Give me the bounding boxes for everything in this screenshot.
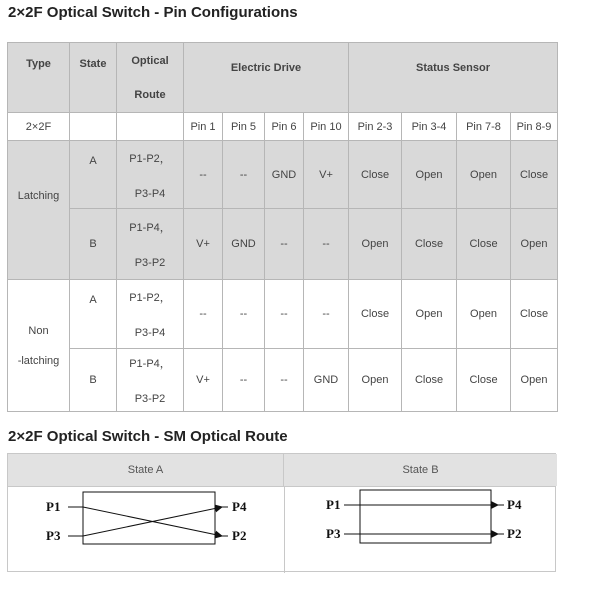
drive-cell: -- (265, 209, 304, 280)
header-electric-drive: Electric Drive (184, 43, 349, 113)
sub-pin: Pin 10 (304, 113, 349, 141)
route-diagram-panel (7, 453, 556, 572)
drive-cell: V+ (304, 141, 349, 209)
switch-box-a (83, 492, 215, 544)
route-title: 2×2F Optical Switch - SM Optical Route (8, 428, 288, 445)
sensor-cell: Close (349, 280, 402, 349)
drive-cell: -- (265, 349, 304, 412)
drive-cell: GND (304, 349, 349, 412)
header-type: Type (8, 43, 70, 113)
sensor-cell: Close (511, 141, 558, 209)
sensor-cell: Open (511, 209, 558, 280)
sub-pin: Pin 2-3 (349, 113, 402, 141)
sensor-cell: Close (511, 280, 558, 349)
sub-pin: Pin 3-4 (402, 113, 457, 141)
sensor-cell: Open (457, 280, 511, 349)
header-state: State (70, 43, 117, 113)
sub-pin: Pin 1 (184, 113, 223, 141)
route-diagrams (8, 487, 557, 573)
table-row (8, 141, 558, 209)
drive-cell: -- (304, 280, 349, 349)
port-label: P1 (46, 499, 61, 514)
drive-cell: -- (265, 280, 304, 349)
header-optical-route: Optical Route (117, 43, 184, 113)
sensor-cell: Open (349, 209, 402, 280)
sub-route (117, 113, 184, 141)
sub-pin: Pin 7-8 (457, 113, 511, 141)
sensor-cell: Open (457, 141, 511, 209)
drive-cell: -- (223, 349, 265, 412)
drive-cell: -- (184, 280, 223, 349)
sensor-cell: Close (457, 209, 511, 280)
sensor-cell: Open (349, 349, 402, 412)
latching-type: Latching (8, 141, 70, 280)
state-a-diagram (46, 492, 247, 544)
state-cell: A (70, 280, 117, 349)
route-cell: P1-P2， P3-P4 (117, 280, 184, 349)
sensor-cell: Close (402, 349, 457, 412)
state-cell: B (70, 209, 117, 280)
port-label: P2 (232, 528, 247, 543)
drive-cell: -- (304, 209, 349, 280)
state-cell: B (70, 349, 117, 412)
route-cell: P1-P4， P3-P2 (117, 209, 184, 280)
sub-state (70, 113, 117, 141)
sensor-cell: Open (402, 141, 457, 209)
sensor-cell: Close (457, 349, 511, 412)
switch-box-b (360, 490, 491, 543)
drive-cell: -- (223, 141, 265, 209)
route-cell: P1-P2， P3-P4 (117, 141, 184, 209)
port-label: P1 (326, 497, 341, 512)
sensor-cell: Open (402, 280, 457, 349)
state-b-header: State B (284, 454, 557, 486)
drive-cell: V+ (184, 349, 223, 412)
sub-pin: Pin 8-9 (511, 113, 558, 141)
sub-pin: Pin 5 (223, 113, 265, 141)
header-status-sensor: Status Sensor (349, 43, 558, 113)
sub-type: 2×2F (8, 113, 70, 141)
table-row (8, 349, 558, 412)
port-label: P3 (46, 528, 61, 543)
table-row (8, 209, 558, 280)
state-cell: A (70, 141, 117, 209)
state-a-header: State A (8, 454, 284, 486)
sub-pin: Pin 6 (265, 113, 304, 141)
pin-config-table (7, 42, 558, 412)
table-row (8, 280, 558, 349)
drive-cell: -- (223, 280, 265, 349)
port-label: P4 (507, 497, 522, 512)
port-label: P4 (232, 499, 247, 514)
drive-cell: V+ (184, 209, 223, 280)
sensor-cell: Close (402, 209, 457, 280)
route-cell: P1-P4， P3-P2 (117, 349, 184, 412)
port-label: P2 (507, 526, 522, 541)
sensor-cell: Close (349, 141, 402, 209)
drive-cell: GND (265, 141, 304, 209)
drive-cell: GND (223, 209, 265, 280)
drive-cell: -- (184, 141, 223, 209)
port-label: P3 (326, 526, 341, 541)
state-b-diagram (326, 490, 522, 543)
nonlatching-type: Non -latching (8, 280, 70, 412)
sensor-cell: Open (511, 349, 558, 412)
pin-config-title: 2×2F Optical Switch - Pin Configurations (8, 4, 298, 21)
